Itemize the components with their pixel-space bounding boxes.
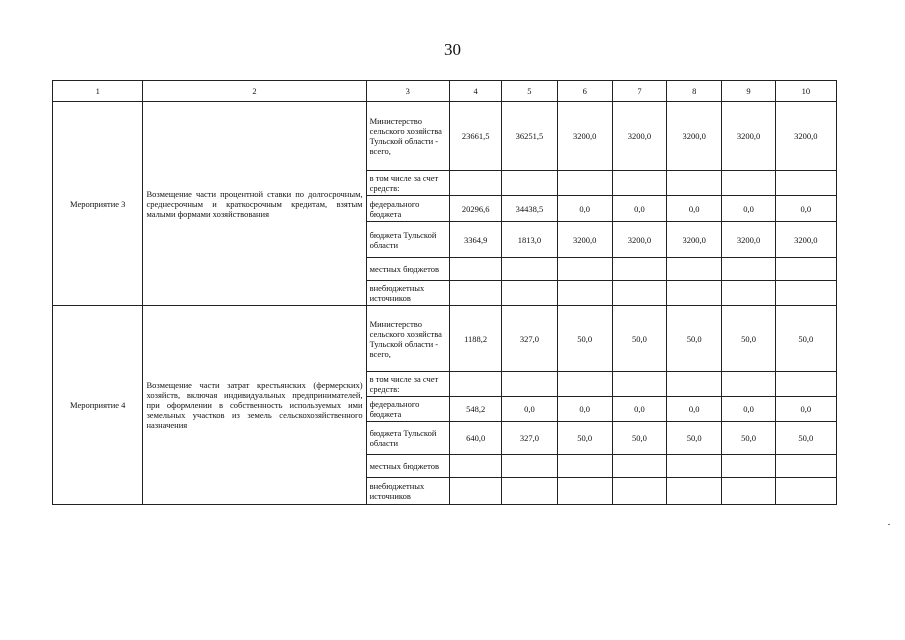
funding-source: местных бюджетов [366, 258, 449, 281]
value-cell [557, 281, 612, 306]
value-cell: 0,0 [667, 397, 722, 422]
value-cell [667, 171, 722, 196]
value-cell [612, 258, 666, 281]
header-cell: 3 [366, 81, 449, 102]
header-cell: 10 [775, 81, 836, 102]
value-cell [450, 455, 502, 478]
value-cell: 3200,0 [667, 222, 722, 258]
value-cell [450, 372, 502, 397]
value-cell: 50,0 [722, 306, 775, 372]
value-cell [612, 455, 666, 478]
value-cell: 0,0 [722, 397, 775, 422]
value-cell [557, 258, 612, 281]
value-cell: 0,0 [557, 397, 612, 422]
value-cell: 640,0 [450, 422, 502, 455]
value-cell: 50,0 [722, 422, 775, 455]
page-number: 30 [444, 40, 461, 59]
value-cell: 50,0 [667, 306, 722, 372]
value-cell: 50,0 [612, 306, 666, 372]
value-cell [775, 455, 836, 478]
value-cell: 50,0 [667, 422, 722, 455]
value-cell [612, 372, 666, 397]
value-cell [722, 171, 775, 196]
header-cell: 7 [612, 81, 666, 102]
value-cell: 50,0 [557, 306, 612, 372]
value-cell [667, 455, 722, 478]
value-cell: 36251,5 [502, 102, 557, 171]
value-cell: 3200,0 [557, 102, 612, 171]
value-cell: 20296,6 [450, 196, 502, 222]
value-cell: 327,0 [502, 422, 557, 455]
value-cell: 0,0 [775, 397, 836, 422]
value-cell: 34438,5 [502, 196, 557, 222]
header-cell: 9 [722, 81, 775, 102]
funding-source: Министерство сельского хозяйства Тульской области - всего, [366, 102, 449, 171]
value-cell [722, 281, 775, 306]
value-cell [502, 478, 557, 505]
value-cell [667, 258, 722, 281]
value-cell [450, 171, 502, 196]
value-cell: 50,0 [775, 306, 836, 372]
value-cell [502, 372, 557, 397]
value-cell: 3200,0 [775, 222, 836, 258]
funding-source: федерального бюджета [366, 196, 449, 222]
funding-source: в том числе за счет средств: [366, 372, 449, 397]
value-cell: 3200,0 [775, 102, 836, 171]
header-row [53, 81, 837, 102]
value-cell: 1188,2 [450, 306, 502, 372]
table-row [53, 306, 837, 372]
value-cell: 23661,5 [450, 102, 502, 171]
funding-source: Министерство сельского хозяйства Тульской области - всего, [366, 306, 449, 372]
value-cell [612, 171, 666, 196]
event-name: Мероприятие 3 [53, 102, 143, 306]
header-cell: 2 [143, 81, 366, 102]
value-cell [722, 258, 775, 281]
value-cell [775, 478, 836, 505]
value-cell [722, 372, 775, 397]
value-cell [557, 455, 612, 478]
value-cell: 50,0 [612, 422, 666, 455]
event-description: Возмещение части затрат крестьянских (фермерских) хозяйств, включая индивидуальных предпринимателей, при оформлении в собственность используемых ими земельных участков из земель сельскохозяйственного назначения [143, 306, 366, 505]
header-cell: 6 [557, 81, 612, 102]
value-cell [450, 281, 502, 306]
value-cell [502, 281, 557, 306]
value-cell [722, 478, 775, 505]
value-cell: 0,0 [667, 196, 722, 222]
header-cell: 4 [450, 81, 502, 102]
scan-mark [888, 524, 890, 525]
value-cell: 1813,0 [502, 222, 557, 258]
event-description: Возмещение части процентной ставки по долгосрочным, среднесрочным и краткосрочным кредитам, взятым малыми формами хозяйствования [143, 102, 366, 306]
value-cell: 0,0 [612, 397, 666, 422]
funding-source: внебюджетных источников [366, 478, 449, 505]
event-name: Мероприятие 4 [53, 306, 143, 505]
funding-source: местных бюджетов [366, 455, 449, 478]
value-cell [557, 171, 612, 196]
value-cell [667, 281, 722, 306]
funding-source: бюджета Тульской области [366, 222, 449, 258]
value-cell [612, 478, 666, 505]
value-cell [775, 258, 836, 281]
value-cell [722, 455, 775, 478]
value-cell: 0,0 [502, 397, 557, 422]
header-cell: 1 [53, 81, 143, 102]
value-cell [502, 455, 557, 478]
table-row [53, 102, 837, 171]
funding-source: внебюджетных источников [366, 281, 449, 306]
value-cell [557, 478, 612, 505]
funding-source: бюджета Тульской области [366, 422, 449, 455]
value-cell: 3200,0 [722, 102, 775, 171]
value-cell [502, 171, 557, 196]
value-cell [612, 281, 666, 306]
value-cell: 548,2 [450, 397, 502, 422]
value-cell: 3200,0 [722, 222, 775, 258]
value-cell: 50,0 [775, 422, 836, 455]
header-cell: 5 [502, 81, 557, 102]
value-cell: 3200,0 [667, 102, 722, 171]
value-cell: 0,0 [557, 196, 612, 222]
value-cell: 3364,9 [450, 222, 502, 258]
value-cell: 0,0 [775, 196, 836, 222]
value-cell: 50,0 [557, 422, 612, 455]
value-cell: 0,0 [722, 196, 775, 222]
value-cell [775, 281, 836, 306]
value-cell [450, 258, 502, 281]
value-cell [667, 478, 722, 505]
value-cell: 3200,0 [612, 102, 666, 171]
value-cell: 3200,0 [557, 222, 612, 258]
value-cell [667, 372, 722, 397]
value-cell [775, 171, 836, 196]
value-cell [775, 372, 836, 397]
value-cell [557, 372, 612, 397]
budget-table [52, 80, 837, 505]
value-cell: 327,0 [502, 306, 557, 372]
value-cell: 3200,0 [612, 222, 666, 258]
funding-source: в том числе за счет средств: [366, 171, 449, 196]
funding-source: федерального бюджета [366, 397, 449, 422]
value-cell [450, 478, 502, 505]
header-cell: 8 [667, 81, 722, 102]
value-cell [502, 258, 557, 281]
value-cell: 0,0 [612, 196, 666, 222]
